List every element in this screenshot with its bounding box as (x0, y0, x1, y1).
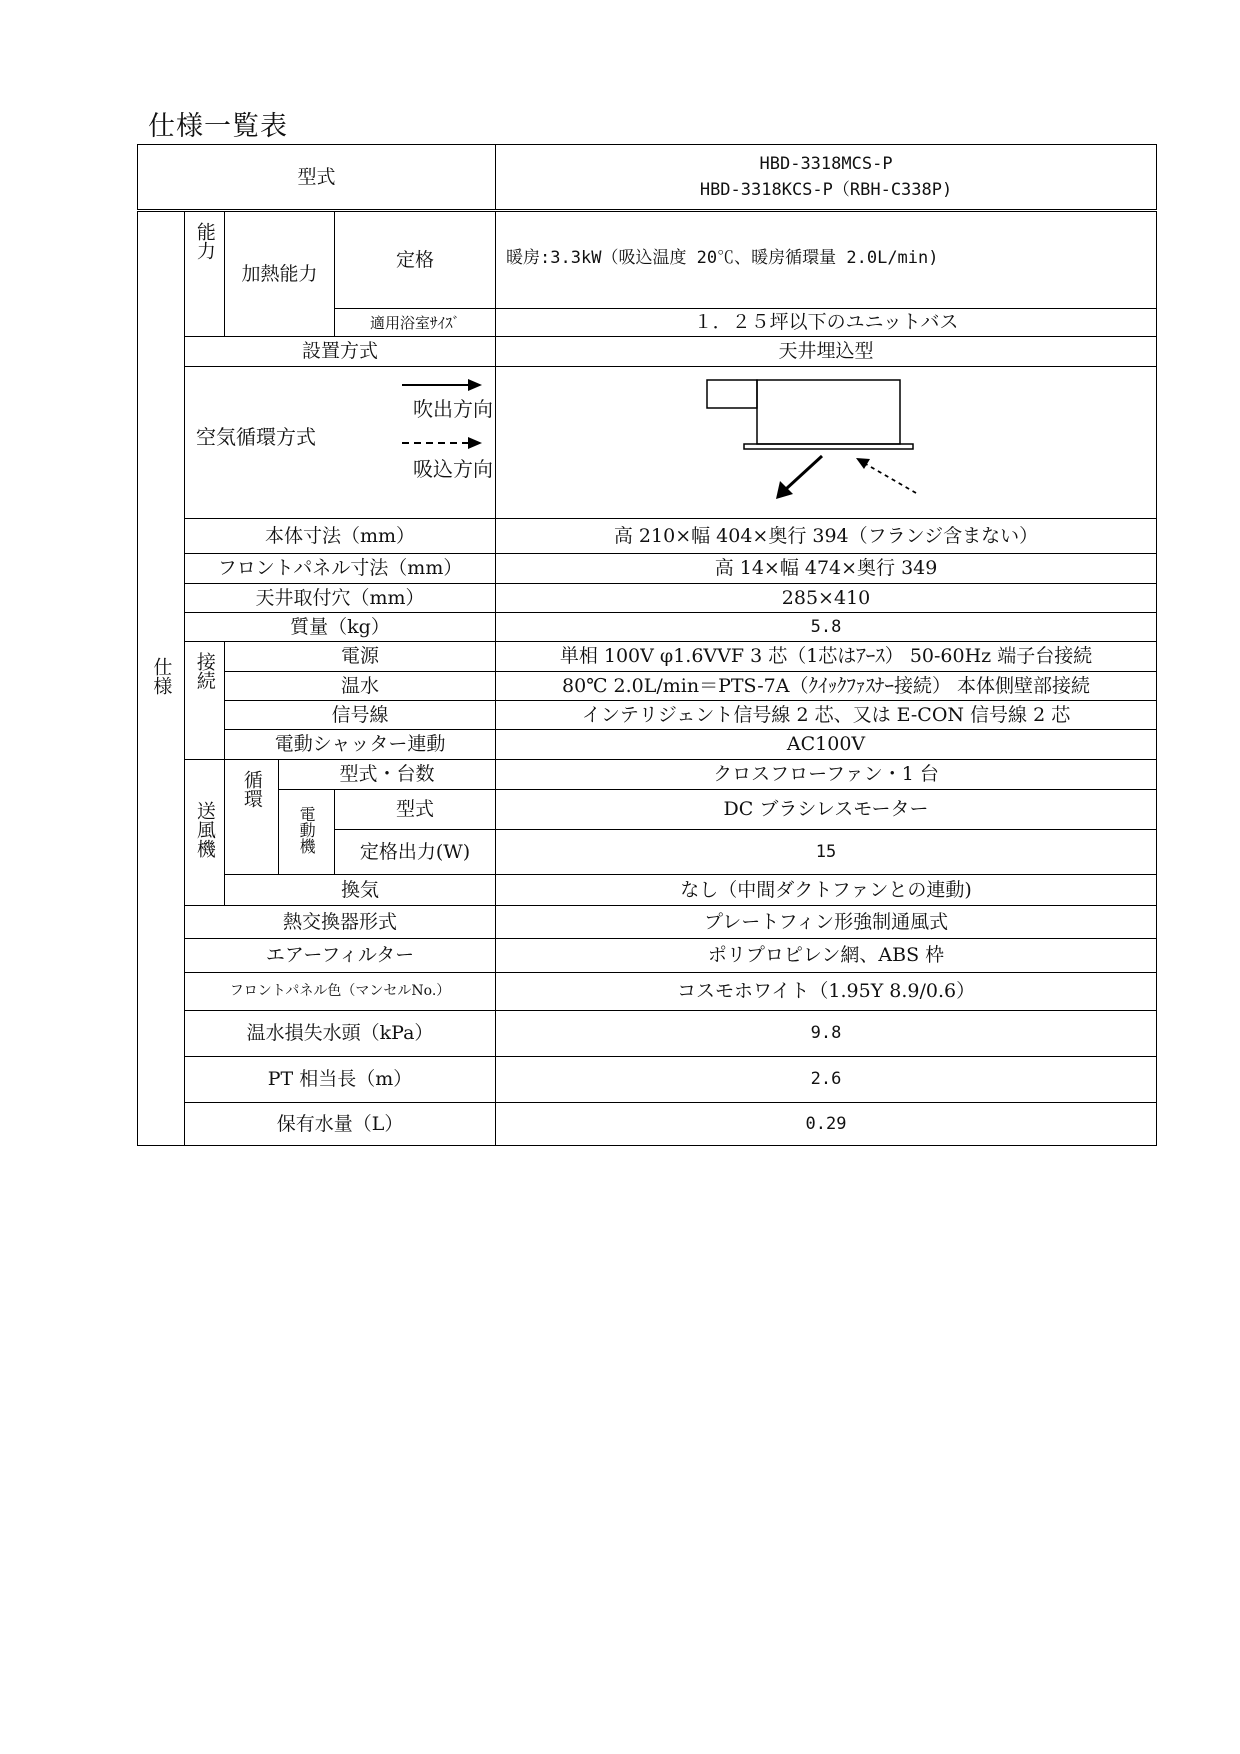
filter-label: エアーフィルター (185, 939, 496, 973)
shutter-label: 電動シャッター連動 (225, 730, 496, 760)
panel-dim-row (138, 554, 1157, 584)
air-diagram-cell (496, 367, 1157, 519)
model-row (138, 145, 1157, 211)
fan-type-count-label: 型式・台数 (279, 760, 496, 790)
pt-length-label: PT 相当長（m） (185, 1057, 496, 1103)
heat-exchanger-row (138, 906, 1157, 939)
bath-size-value: １．２５坪以下のユニットバス (496, 309, 1157, 337)
air-row (138, 367, 1157, 519)
body-dim-row (138, 519, 1157, 554)
motor-type-value: DC ブラシレスモーター (496, 790, 1157, 830)
power-value: 単相 100V φ1.6VVF 3 芯（1芯はｱｰｽ） 50-60Hz 端子台接続 (496, 642, 1157, 672)
ventilation-value: なし（中間ダクトファンとの連動) (496, 875, 1157, 906)
spec-label: 仕様 (138, 211, 185, 1146)
panel-dim-label: フロントパネル寸法（mm） (185, 554, 496, 584)
panel-dim-value: 高 14×幅 474×奥行 349 (496, 554, 1157, 584)
power-row (138, 642, 1157, 672)
bath-size-label: 適用浴室ｻｲｽﾞ (335, 309, 496, 337)
mass-row (138, 613, 1157, 642)
unit-airflow-diagram (496, 368, 1157, 518)
blow-arrow-icon (402, 379, 482, 391)
water-volume-row (138, 1103, 1157, 1146)
heat-exchanger-label: 熱交換器形式 (185, 906, 496, 939)
model-line-1: HBD-3318MCS-P (759, 153, 893, 174)
head-loss-label: 温水損失水頭（kPa） (185, 1011, 496, 1057)
blow-direction-label: 吹出方向 (413, 397, 493, 421)
pt-length-value: 2.6 (496, 1057, 1157, 1103)
install-value: 天井埋込型 (496, 337, 1157, 367)
suction-arrow-icon (402, 437, 482, 449)
panel-color-value: コスモホワイト（1.95Y 8.9/0.6） (496, 973, 1157, 1011)
water-volume-value: 0.29 (496, 1103, 1157, 1146)
circulation-group: 循環 (225, 760, 279, 875)
motor-type-row (138, 790, 1157, 830)
install-row (138, 337, 1157, 367)
water-volume-label: 保有水量（L） (185, 1103, 496, 1146)
install-label: 設置方式 (185, 337, 496, 367)
shutter-row (138, 730, 1157, 760)
signal-value: インテリジェント信号線 2 芯、又は E-CON 信号線 2 芯 (496, 701, 1157, 730)
hot-water-value: 80℃ 2.0L/min＝PTS-7A（ｸｲｯｸﾌｧｽﾅｰ接続） 本体側壁部接続 (496, 672, 1157, 701)
heat-exchanger-value: プレートフィン形強制通風式 (496, 906, 1157, 939)
motor-type-label: 型式 (335, 790, 496, 830)
fan-type-count-value: クロスフローファン・1 台 (496, 760, 1157, 790)
panel-color-row (138, 973, 1157, 1011)
suction-direction-label: 吸込方向 (413, 457, 493, 481)
model-value (496, 145, 1157, 211)
hot-water-row (138, 672, 1157, 701)
ventilation-row (138, 875, 1157, 906)
rated-label: 定格 (335, 211, 496, 309)
rated-output-label: 定格出力(W) (335, 830, 496, 875)
shutter-value: AC100V (496, 730, 1157, 760)
page-title: 仕様一覧表 (148, 111, 288, 142)
air-circulation-cell (185, 367, 496, 519)
model-label: 型式 (138, 145, 496, 211)
pt-length-row (138, 1057, 1157, 1103)
head-loss-value: 9.8 (496, 1011, 1157, 1057)
capacity-group: 能力 (185, 211, 225, 337)
rated-output-value: 15 (496, 830, 1157, 875)
body-dim-label: 本体寸法（mm） (185, 519, 496, 554)
signal-row (138, 701, 1157, 730)
connection-group: 接続 (185, 642, 225, 760)
hot-water-label: 温水 (225, 672, 496, 701)
ventilation-label: 換気 (225, 875, 496, 906)
fan-type-row (138, 760, 1157, 790)
motor-group: 電動機 (279, 790, 335, 875)
rated-row (138, 211, 1157, 309)
panel-color-label: フロントパネル色（マンセルNo.） (185, 973, 496, 1011)
signal-label: 信号線 (225, 701, 496, 730)
body-dim-value: 高 210×幅 404×奥行 394（フランジ含まない） (496, 519, 1157, 554)
mass-value: 5.8 (496, 613, 1157, 642)
heating-capacity-label: 加熱能力 (225, 211, 335, 337)
ceiling-hole-row (138, 584, 1157, 613)
spec-table (137, 144, 1157, 1146)
head-loss-row (138, 1011, 1157, 1057)
air-circulation-label: 空気循環方式 (196, 425, 316, 449)
rated-value: 暖房:3.3kW（吸込温度 20℃、暖房循環量 2.0L/min) (496, 211, 1157, 309)
ceiling-hole-label: 天井取付穴（mm） (185, 584, 496, 613)
ceiling-hole-value: 285×410 (496, 584, 1157, 613)
model-line-2: HBD-3318KCS-P（RBH-C338P) (699, 180, 953, 200)
filter-value: ポリプロピレン網、ABS 枠 (496, 939, 1157, 973)
power-label: 電源 (225, 642, 496, 672)
blower-group: 送風機 (185, 760, 225, 906)
filter-row (138, 939, 1157, 973)
mass-label: 質量（kg） (185, 613, 496, 642)
